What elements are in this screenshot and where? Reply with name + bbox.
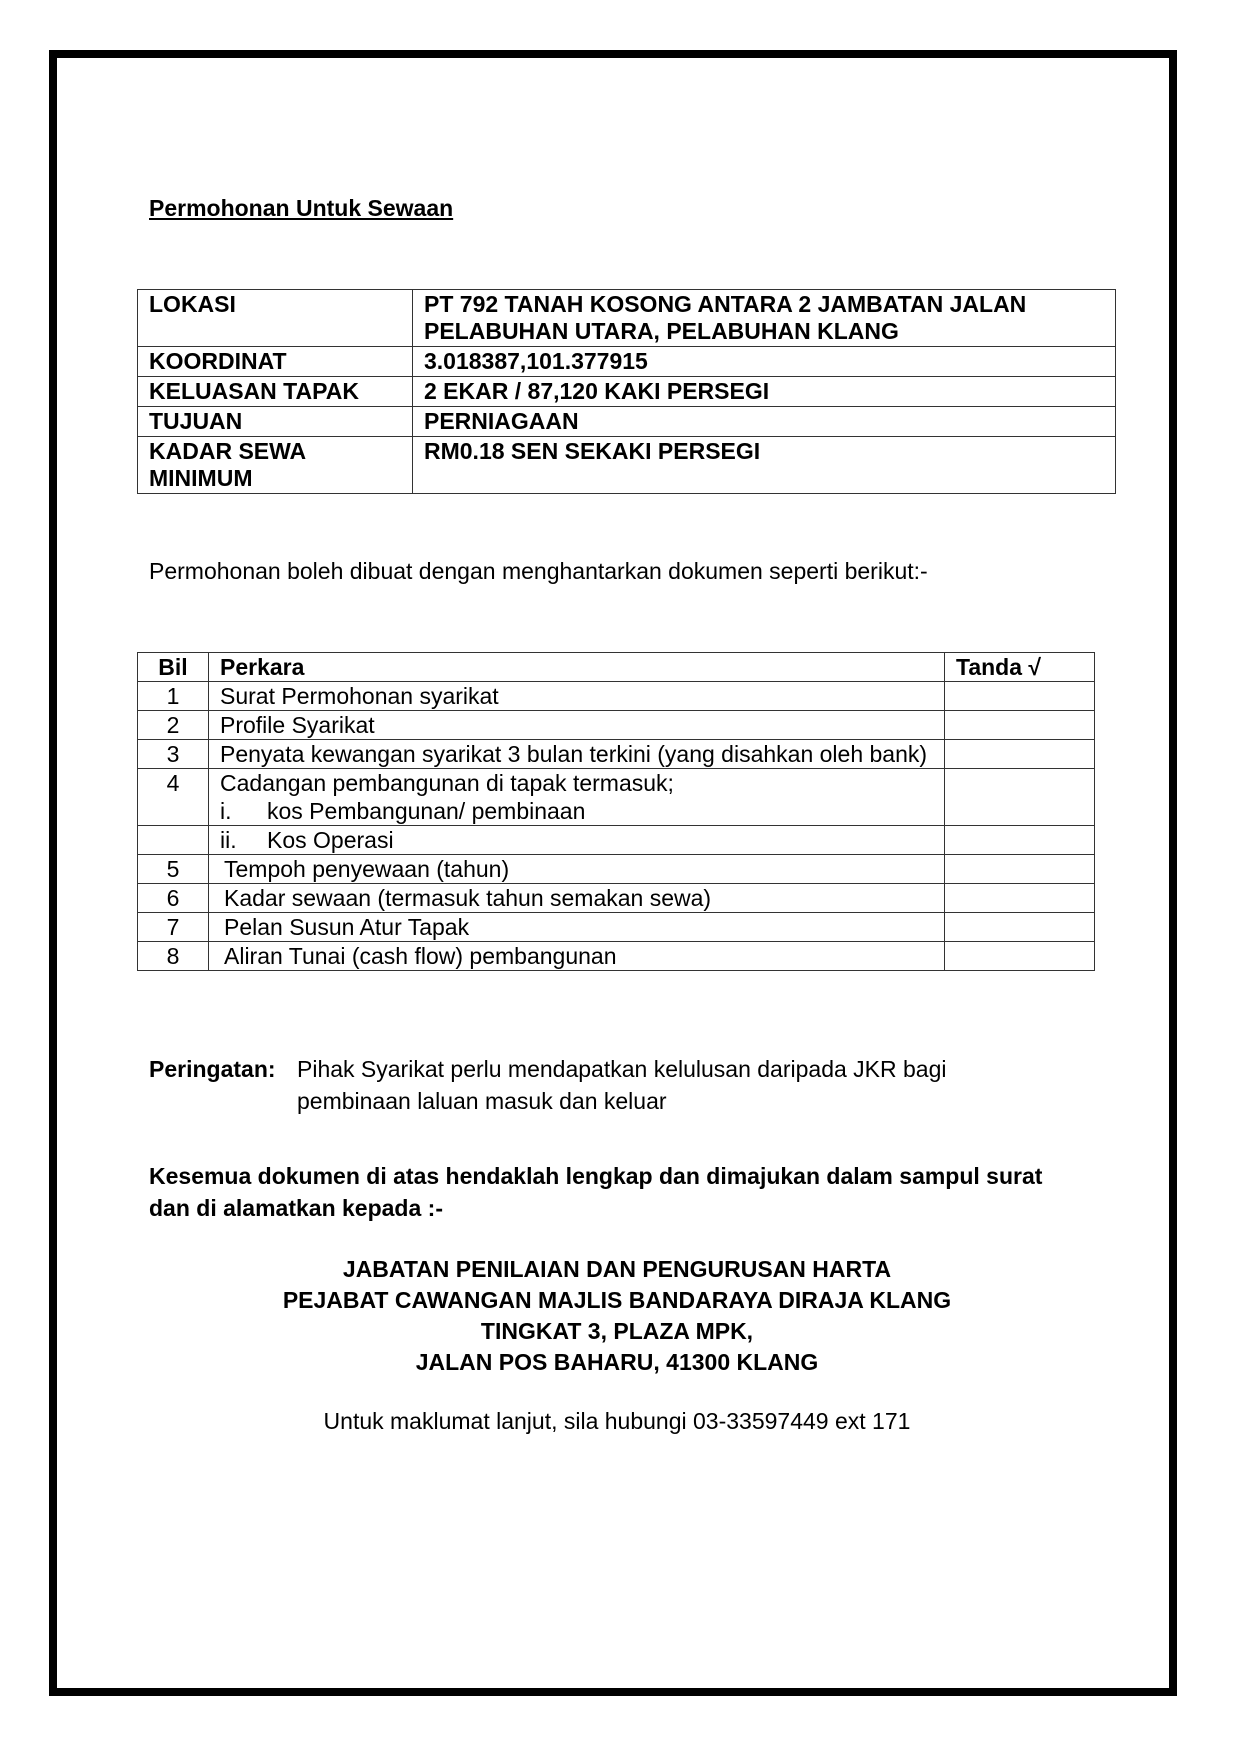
- info-value: PT 792 TANAH KOSONG ANTARA 2 JAMBATAN JALAN PELABUHAN UTARA, PELABUHAN KLANG: [413, 290, 1116, 347]
- info-row: [138, 377, 1116, 407]
- sub-item-text: kos Pembangunan/ pembinaan: [267, 798, 586, 824]
- info-key: KELUASAN TAPAK: [138, 377, 413, 407]
- document-checklist-table: [137, 652, 1095, 971]
- mark-cell[interactable]: [945, 740, 1095, 769]
- row-item: Aliran Tunai (cash flow) pembangunan: [209, 942, 945, 971]
- info-row: [138, 407, 1116, 437]
- info-row: [138, 347, 1116, 377]
- mark-cell[interactable]: [945, 942, 1095, 971]
- row-no: 5: [138, 855, 209, 884]
- contact-info: Untuk maklumat lanjut, sila hubungi 03-33597449 ext 171: [323, 1408, 911, 1434]
- header-item: Perkara: [209, 653, 945, 682]
- sub-item-no: i.: [220, 798, 232, 824]
- mark-cell[interactable]: [945, 711, 1095, 740]
- sub-item-text: Kos Operasi: [267, 827, 394, 853]
- row-item: [209, 826, 945, 855]
- info-key: TUJUAN: [138, 407, 413, 437]
- mark-cell[interactable]: [945, 855, 1095, 884]
- row-item: Penyata kewangan syarikat 3 bulan terkini (yang disahkan oleh bank): [209, 740, 945, 769]
- info-value: 3.018387,101.377915: [413, 347, 1116, 377]
- row-item-text: Cadangan pembangunan di tapak termasuk;: [220, 770, 674, 796]
- info-value: RM0.18 SEN SEKAKI PERSEGI: [413, 437, 1116, 494]
- mark-cell[interactable]: [945, 913, 1095, 942]
- submission-note: Kesemua dokumen di atas hendaklah lengkap dan dimajukan dalam sampul surat dan di alamatkan kepada :-: [149, 1163, 1043, 1221]
- info-value: PERNIAGAAN: [413, 407, 1116, 437]
- mark-cell[interactable]: [945, 682, 1095, 711]
- row-no: 3: [138, 740, 209, 769]
- row-item: [209, 769, 945, 826]
- row-no: [138, 826, 209, 855]
- mark-cell[interactable]: [945, 769, 1095, 826]
- site-info-table: [137, 289, 1116, 494]
- table-row: [138, 682, 1095, 711]
- info-value: 2 EKAR / 87,120 KAKI PERSEGI: [413, 377, 1116, 407]
- address-block: [137, 1254, 1097, 1378]
- table-header-row: [138, 653, 1095, 682]
- row-item: Kadar sewaan (termasuk tahun semakan sewa): [209, 884, 945, 913]
- row-item: Tempoh penyewaan (tahun): [209, 855, 945, 884]
- table-row: [138, 769, 1095, 826]
- row-no: 6: [138, 884, 209, 913]
- row-item: Profile Syarikat: [209, 711, 945, 740]
- table-row: [138, 942, 1095, 971]
- info-key: KOORDINAT: [138, 347, 413, 377]
- header-mark: Tanda √: [945, 653, 1095, 682]
- table-row: [138, 855, 1095, 884]
- row-no: 7: [138, 913, 209, 942]
- info-row: [138, 290, 1116, 347]
- table-row: [138, 884, 1095, 913]
- info-key: LOKASI: [138, 290, 413, 347]
- address-line: TINGKAT 3, PLAZA MPK,: [480, 1318, 754, 1344]
- row-no: 2: [138, 711, 209, 740]
- row-no: 4: [138, 769, 209, 826]
- info-key: KADAR SEWA MINIMUM: [138, 437, 413, 494]
- address-line: JALAN POS BAHARU, 41300 KLANG: [415, 1349, 819, 1375]
- row-no: 1: [138, 682, 209, 711]
- page-title: Permohonan Untuk Sewaan: [149, 195, 454, 221]
- sub-item-no: ii.: [220, 827, 237, 853]
- intro-text: Permohonan boleh dibuat dengan menghantarkan dokumen seperti berikut:-: [149, 558, 928, 584]
- table-row: [138, 826, 1095, 855]
- address-line: JABATAN PENILAIAN DAN PENGURUSAN HARTA: [342, 1256, 892, 1282]
- mark-cell[interactable]: [945, 826, 1095, 855]
- warning-label: Peringatan:: [149, 1056, 276, 1082]
- row-no: 8: [138, 942, 209, 971]
- info-row: [138, 437, 1116, 494]
- table-row: [138, 913, 1095, 942]
- header-no: Bil: [138, 653, 209, 682]
- address-line: PEJABAT CAWANGAN MAJLIS BANDARAYA DIRAJA KLANG: [282, 1287, 952, 1313]
- row-item: Surat Permohonan syarikat: [209, 682, 945, 711]
- sub-item: [220, 797, 944, 825]
- warning-text: Pihak Syarikat perlu mendapatkan kelulusan daripada JKR bagi pembinaan laluan masuk dan keluar: [297, 1056, 947, 1114]
- table-row: [138, 711, 1095, 740]
- row-item: Pelan Susun Atur Tapak: [209, 913, 945, 942]
- table-row: [138, 740, 1095, 769]
- mark-cell[interactable]: [945, 884, 1095, 913]
